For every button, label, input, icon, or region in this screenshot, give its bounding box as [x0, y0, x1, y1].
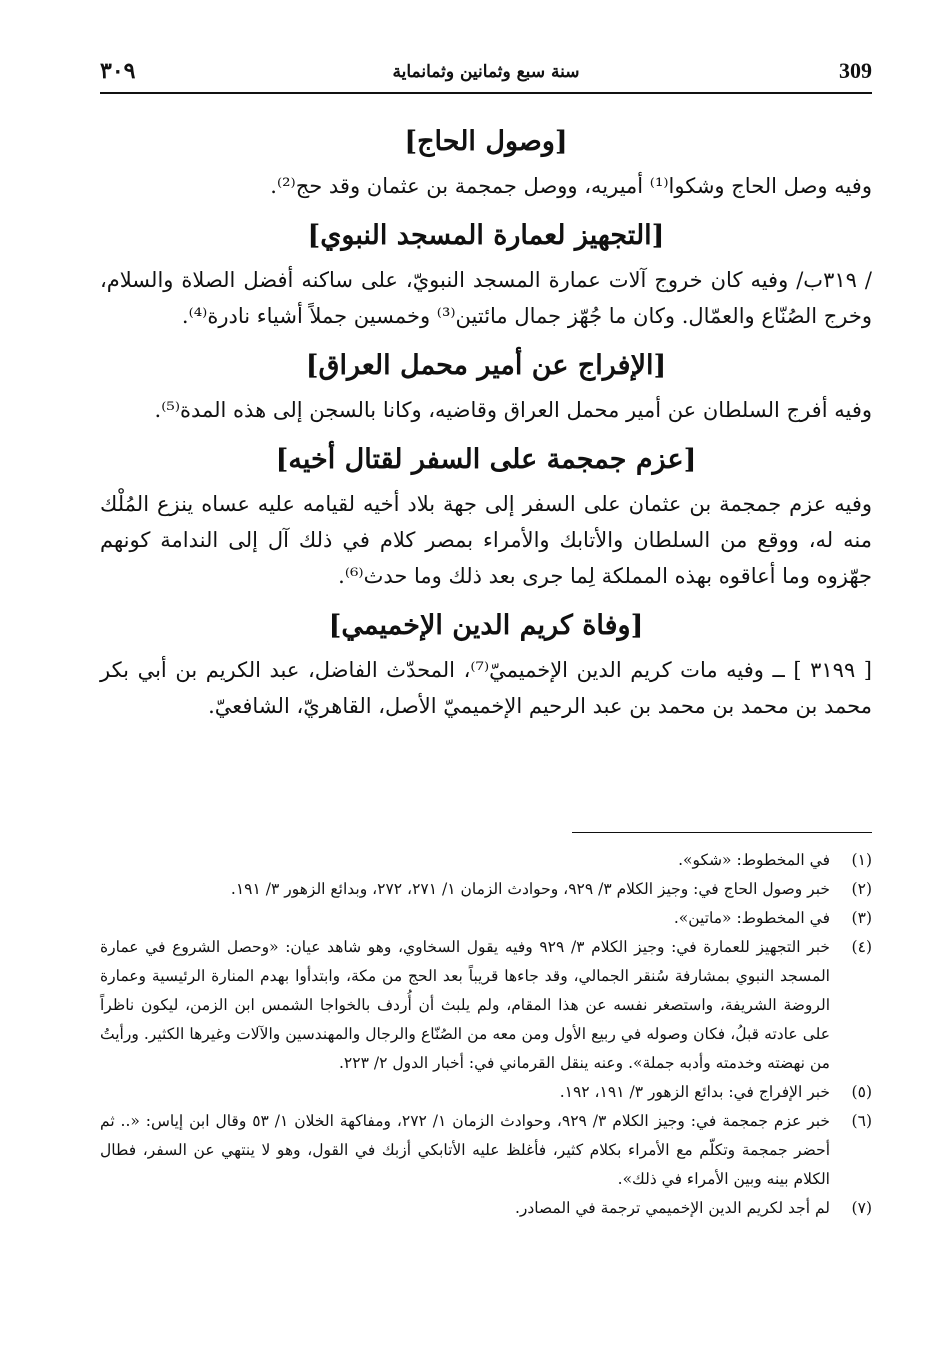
page-number-arabic: ٣٠٩ [100, 58, 136, 84]
footnote [100, 1194, 872, 1223]
section-title: [وفاة كريم الدين الإخميمي] [328, 610, 644, 641]
footnote-text: خبر الإفراج في: بدائع الزهور ٣/ ١٩١، ١٩٢. [559, 1083, 830, 1101]
section-title: [عزم جمجمة على السفر لقتال أخيه] [275, 444, 697, 475]
footnote-number: (٤) [851, 938, 872, 956]
page-header [100, 52, 872, 94]
main-text [100, 110, 872, 728]
footnote [100, 875, 872, 904]
footnote-number: (٢) [851, 880, 872, 898]
footnote [100, 1078, 872, 1107]
section-text: وفيه أفرج السلطان عن أمير محمل العراق وقاضيه، وكانا بالسجن إلى هذه المدة⁽⁵⁾. [154, 398, 872, 422]
footnote-separator [572, 832, 872, 833]
running-title: سنة سبع وثمانين وثمانماية [392, 62, 580, 82]
page-number-latin: 309 [839, 58, 872, 83]
footnote-text: خبر وصول الحاج في: وجيز الكلام ٣/ ٩٢٩، وحوادث الزمان ١/ ٢٧١، ٢٧٢، وبدائع الزهور ٣/ ١٩١. [230, 880, 830, 898]
footnote-text: خبر عزم جمجمة في: وجيز الكلام ٣/ ٩٢٩، وحوادث الزمان ١/ ٢٧٢، ومفاكهة الخلان ١/ ٥٣ وقال ابن إياس: «.. ثم أحضر جمجمة وتكلّم مع الأمراء بكلام كثير، فأغلظ عليه الأتابكي أزبك في القول، وهو لا ينتهي عن السفر، فطال الكلام بينه وبين الأمراء في ذلك». [100, 1112, 831, 1188]
footnote-text: لم أجد لكريم الدين الإخميمي ترجمة في المصادر. [514, 1199, 830, 1217]
section-text: وفيه عزم جمجمة بن عثمان على السفر إلى جهة بلاد أخيه لقيامه عليه عساه ينزع المُلْك منه له، ووقع من السلطان والأتابك والأمراء بمصر كلام في ذلك آل إلى الندامة كونهم جهّزوه وما أعاقوه بهذه المملكة لِما جرى بعد ذلك وما حدث⁽⁶⁾. [100, 492, 873, 588]
footnote-number: (٣) [851, 909, 872, 927]
footnote-text: خبر التجهيز للعمارة في: وجيز الكلام ٣/ ٩٢٩ وفيه يقول السخاوي، وهو شاهد عيان: «وحصل الشروع في عمارة المسجد النبوي بمشارفة سُنقر الجمالي، وقد جاءها قريباً بعد الحج من مكة، وابتدأوا بهدم المنارة الرئيسية وعمارة الروضة الشريفة، واستصغر نفسه عن هذا المقام، ولم يلبث أن أُردف بالخواجا الشمس ابن الزمن، ليكون ناظراً على عادته قبلُ، فكان وصوله في ربيع الأول ومن معه من الصُنّاع والرجال والمهندسين والآلات وغيرها الكثير. ورأيتُ من نهضته وخدمته وأدبه جملة». وعنه ينقل القرماني في: أخبار الدول ٢/ ٢٢٣. [100, 938, 830, 1072]
section-title: [الإفراج عن أمير محمل العراق] [305, 350, 667, 381]
section-title: [التجهيز لعمارة المسجد النبوي] [307, 220, 665, 251]
footnote [100, 1107, 872, 1194]
footnote-number: (٦) [851, 1112, 872, 1130]
footnotes [100, 846, 872, 1223]
footnote-number: (١) [851, 851, 872, 869]
footnote-number: (٧) [851, 1199, 872, 1217]
footnote [100, 904, 872, 933]
section-text: / ٣١٩ب/ وفيه كان خروج آلات عمارة المسجد النبويّ، على ساكنه أفضل الصلاة والسلام، وخرج الصُنّاع والعمّال. وكان ما جُهّز جمال مائتين⁽³⁾ وخمسين جملاً أشياء نادرة⁽⁴⁾. [100, 268, 872, 328]
footnote-number: (٥) [851, 1083, 872, 1101]
footnote-text: في المخطوط: «شكو». [678, 851, 830, 869]
section-text: [ ٣١٩٩ ] ــ وفيه مات كريم الدين الإخميميّ⁽⁷⁾، المحدّث الفاضل، عبد الكريم بن أبي بكر محمد بن محمد بن محمد بن عبد الرحيم الإخميميّ الأصل، القاهريّ، الشافعيّ. [100, 658, 872, 718]
section-title: [وصول الحاج] [404, 126, 568, 157]
footnote [100, 933, 872, 1078]
section-text: وفيه وصل الحاج وشكوا⁽¹⁾ أميريه، ووصل جمجمة بن عثمان وقد حج⁽²⁾. [270, 174, 872, 198]
footnote [100, 846, 872, 875]
footnote-text: في المخطوط: «ماتين». [673, 909, 830, 927]
